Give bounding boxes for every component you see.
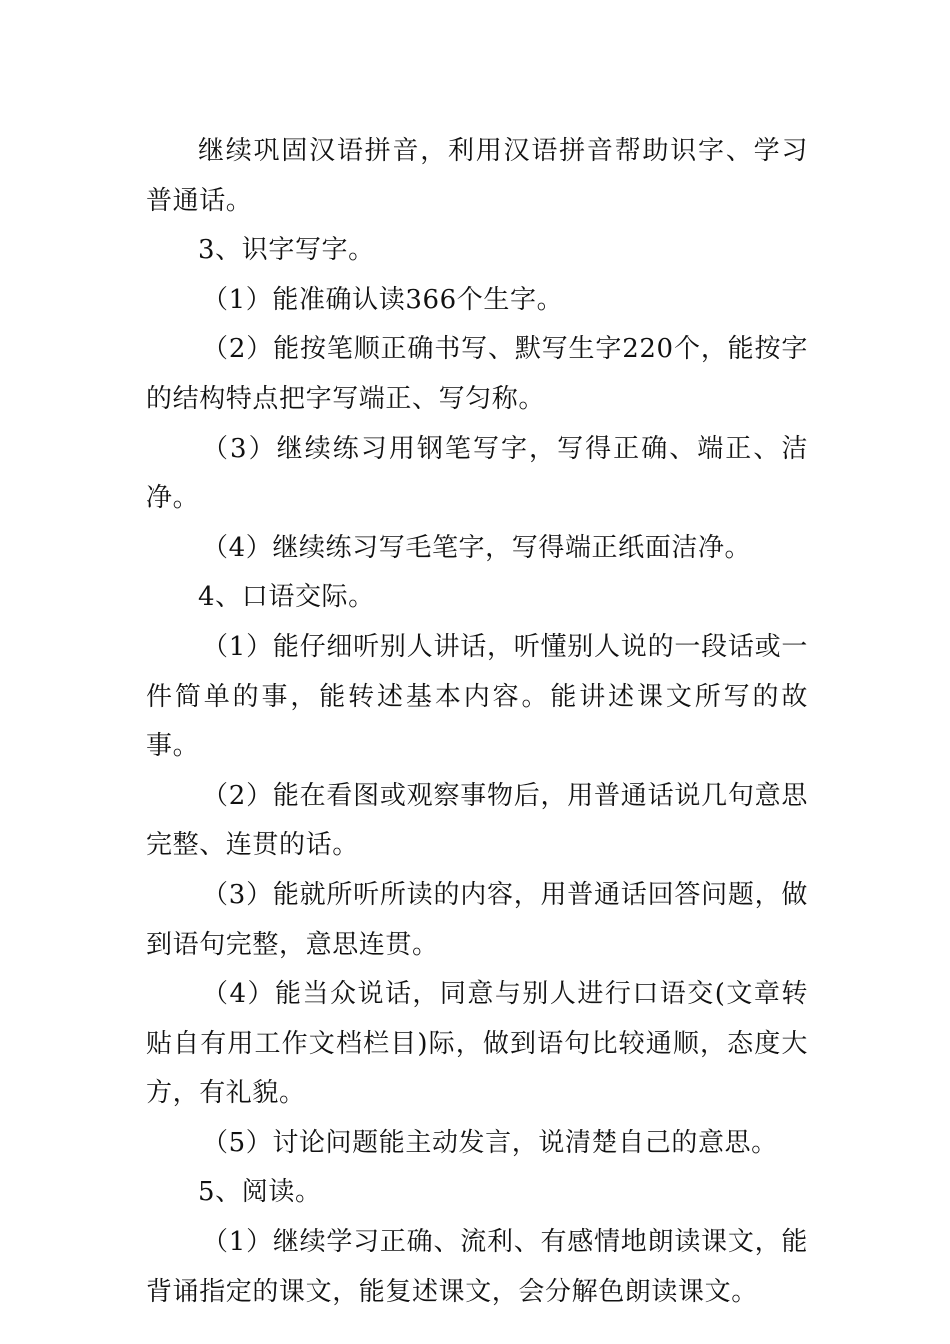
paragraph-oral-3: （3）能就所听所读的内容，用普通话回答问题，做到语句完整，意思连贯。 [146,879,808,960]
paragraph-oral-2: （2）能在看图或观察事物后，用普通话说几句意思完整、连贯的话。 [146,780,808,861]
paragraph-literacy-4: （4）继续练习写毛笔字，写得端正纸面洁净。 [202,532,752,563]
paragraph-oral-5: （5）讨论问题能主动发言，说清楚自己的意思。 [202,1127,778,1158]
paragraph-literacy-1: （1）能准确认读366个生字。 [202,284,564,315]
paragraph-literacy-2: （2）能按笔顺正确书写、默写生字220个，能按字的结构特点把字写端正、写匀称。 [146,334,808,414]
paragraph-oral-1: （1）能仔细听别人讲话，听懂别人说的一段话或一件简单的事，能转述基本内容。能讲述课文所写的故事。 [146,631,808,762]
heading-literacy-writing: 3、识字写字。 [198,235,375,266]
heading-reading: 5、阅读。 [198,1177,322,1208]
paragraph-oral-4: （4）能当众说话，同意与别人进行口语交(文章转贴自有用工作文档栏目)际，做到语句比较通顺，态度大方，有礼貌。 [146,979,808,1109]
document-body [146,127,808,1317]
paragraph-pinyin: 继续巩固汉语拼音，利用汉语拼音帮助识字、学习普通话。 [146,136,808,216]
paragraph-reading-1: （1）继续学习正确、流利、有感情地朗读课文，能背诵指定的课文，能复述课文，会分解色朗读课文。 [146,1227,808,1307]
paragraph-literacy-3: （3）继续练习用钢笔写字，写得正确、端正、洁净。 [146,433,808,514]
heading-oral-communication: 4、口语交际。 [198,582,375,613]
